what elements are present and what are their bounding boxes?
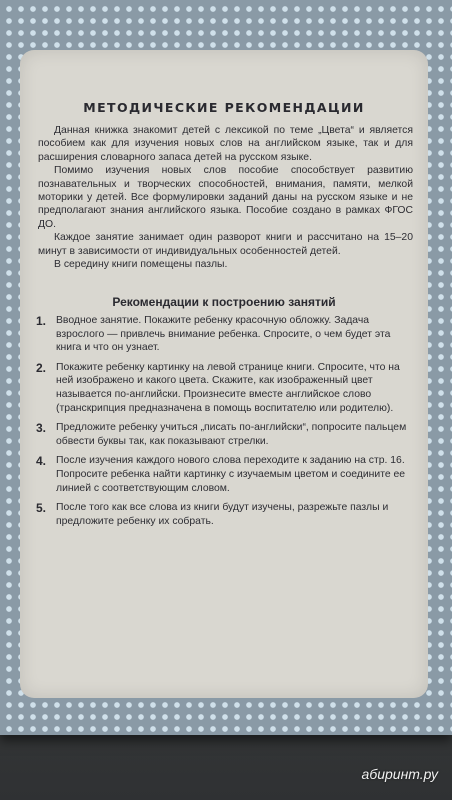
intro-paragraph: В середину книги помещены пазлы. — [54, 259, 228, 271]
item-text: Предложите ребенку учиться „писать по-английски“, попросите пальцем обвести буквы так, как показывают стрелки. — [56, 422, 407, 447]
item-number: 1. — [36, 314, 47, 328]
item-number: 2. — [36, 360, 47, 375]
recommendation-list — [36, 314, 414, 534]
item-text: После того как все слова из книги будут изучены, разрежьте пазлы и предложите ребенку их собрать. — [56, 502, 389, 527]
item-number: 3. — [36, 421, 47, 436]
item-text: Покажите ребенку картинку на левой странице книги. Спросите, что на ней изображено и какого цвета. Скажите, как изображенный цвет называется по-английски. Произнесите вместе английское слово (транскрипция предназначена в помощь воспитателю или родителю). — [56, 361, 400, 414]
intro-paragraph: Данная книжка знакомит детей с лексикой по теме „Цвета“ и является пособием как для изучения новых слов на английском языке, так и для расширения словарного запаса детей на русском языке. — [38, 125, 413, 163]
watermark-logo: абиринт.ру — [361, 766, 438, 782]
list-item — [36, 361, 414, 415]
item-number: 5. — [36, 501, 47, 516]
item-text: После изучения каждого нового слова переходите к заданию на стр. 16. Попросите ребенка найти картинку с изучаемым цветом и соедините ее линией с соответствующим словом. — [56, 455, 406, 494]
page-title: МЕТОДИЧЕСКИЕ РЕКОМЕНДАЦИИ — [83, 100, 365, 115]
item-text: Вводное занятие. Покажите ребенку красочную обложку. Задача взрослого — привлечь внимание ребенка. Спросите, о чем будет эта книга и что он узнает. — [56, 315, 391, 354]
intro-text — [38, 124, 413, 271]
intro-paragraph: Помимо изучения новых слов пособие способствует развитию познавательных и творческих способностей, внимания, памяти, мелкой моторики у детей. Все формулировки заданий даны на русском языке и не предполагают знания английского языка. Пособие создано в рамках ФГОС ДО. — [38, 165, 413, 230]
list-item — [36, 421, 414, 448]
list-item — [36, 454, 414, 495]
list-item — [36, 314, 414, 355]
item-number: 4. — [36, 454, 47, 469]
list-item — [36, 501, 414, 528]
section-subtitle: Рекомендации к построению занятий — [112, 295, 336, 309]
intro-paragraph: Каждое занятие занимает один разворот книги и рассчитано на 15–20 минут в зависимости от индивидуальных особенностей детей. — [38, 232, 413, 257]
